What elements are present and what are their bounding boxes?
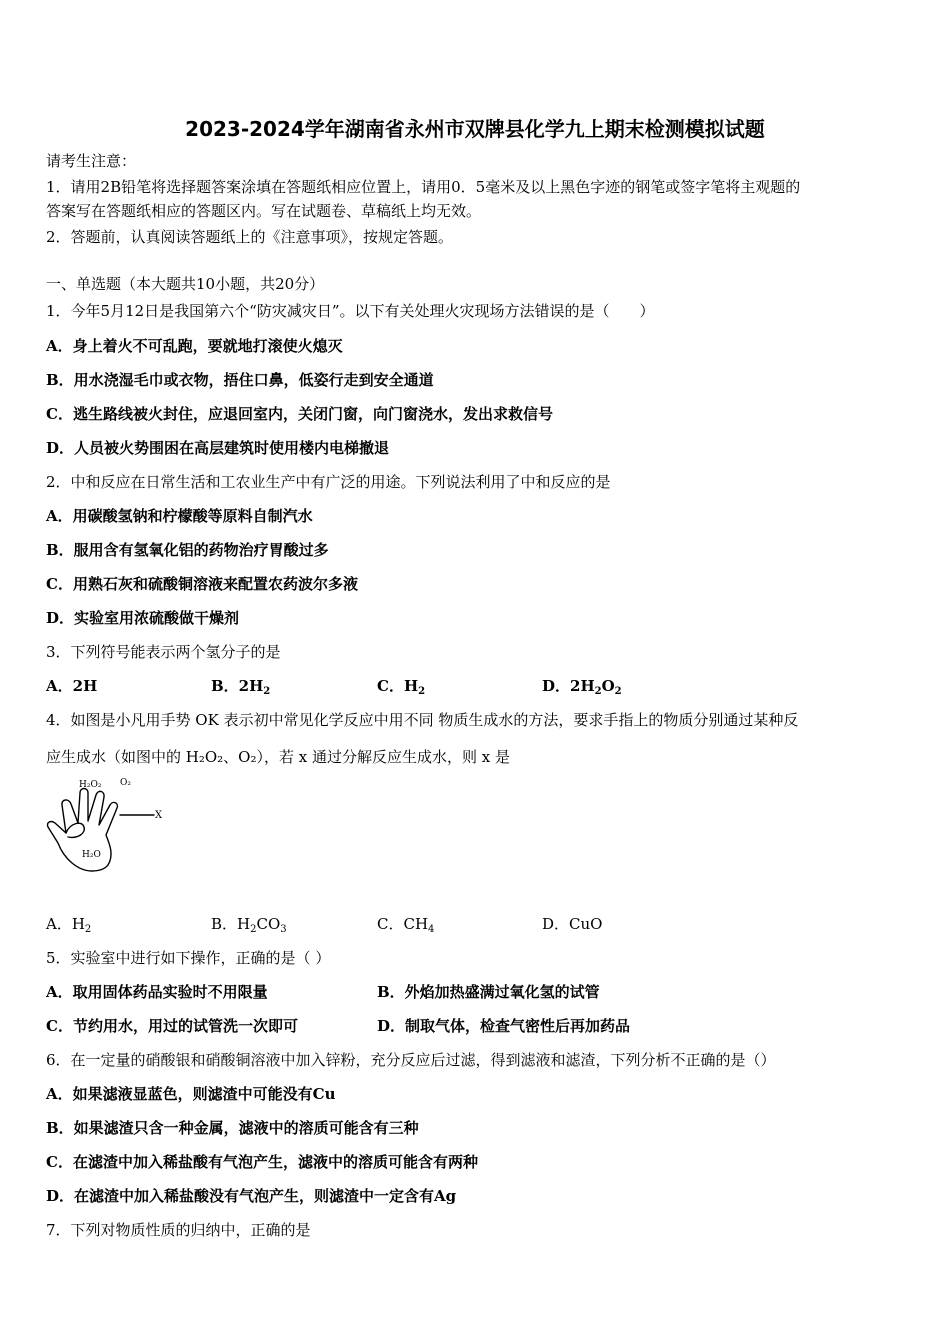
q6-option-d: D．在滤渣中加入稀盐酸没有气泡产生，则滤渣中一定含有Ag bbox=[46, 1187, 457, 1205]
q2-option-d: D．实验室用浓硫酸做干燥剂 bbox=[46, 609, 240, 627]
figure-label-h2o: H₂O bbox=[82, 850, 101, 860]
q5-option-d: D．制取气体，检查气密性后再加药品 bbox=[377, 1017, 631, 1035]
notice-line: 答案写在答题纸相应的答题区内。写在试题卷、草稿纸上均无效。 bbox=[46, 202, 482, 220]
q4-option-a: A．$H_2$ bbox=[46, 915, 92, 935]
q6-stem: 6．在一定量的硝酸银和硝酸铜溶液中加入锌粉，充分反应后过滤，得到滤液和滤渣，下列分析不正确的是（） bbox=[46, 1051, 776, 1069]
q7-stem: 7．下列对物质性质的归纳中，正确的是 bbox=[46, 1221, 311, 1239]
q1-option-b: B．用水浇湿毛巾或衣物，捂住口鼻，低姿行走到安全通道 bbox=[46, 371, 434, 389]
q5-option-c: C．节约用水，用过的试管洗一次即可 bbox=[46, 1017, 298, 1035]
q6-option-b: B．如果滤渣只含一种金属，滤液中的溶质可能含有三种 bbox=[46, 1119, 419, 1137]
q1-stem: 1．今年5月12日是我国第六个“防灾减灾日”。以下有关处理火灾现场方法错误的是（ ） bbox=[46, 302, 655, 320]
q2-option-a: A．用碳酸氢钠和柠檬酸等原料自制汽水 bbox=[46, 507, 313, 525]
q4-option-c: C．$CH_4$ bbox=[377, 915, 435, 935]
q4-stem-line1: 4．如图是小凡用手势 OK 表示初中常见化学反应中用不同 物质生成水的方法，要求手指上的物质分别通过某种反 bbox=[46, 711, 799, 729]
q4-stem-line2: 应生成水（如图中的 H₂O₂、O₂），若 x 通过分解反应生成水，则 x 是 bbox=[46, 748, 510, 766]
page-title: 2023-2024学年湖南省永州市双牌县化学九上期末检测模拟试题 bbox=[185, 117, 765, 141]
q3-option-b: B．$2H_2$ bbox=[211, 677, 271, 697]
q3-option-a: A．2H bbox=[46, 677, 98, 695]
hand-gesture-figure bbox=[44, 775, 168, 875]
q2-option-b: B．服用含有氢氧化铝的药物治疗胃酸过多 bbox=[46, 541, 329, 559]
figure-label-h2o2: H₂O₂ bbox=[79, 780, 102, 790]
q5-stem: 5．实验室中进行如下操作，正确的是（ ） bbox=[46, 949, 331, 967]
section-heading: 一、单选题（本大题共10小题，共20分） bbox=[46, 275, 325, 293]
notice-heading: 请考生注意： bbox=[46, 152, 137, 170]
q3-stem: 3．下列符号能表示两个氢分子的是 bbox=[46, 643, 281, 661]
notice-line: 2．答题前，认真阅读答题纸上的《注意事项》，按规定答题。 bbox=[46, 228, 454, 246]
q3-option-d: D．$2H_2O_2$ bbox=[542, 677, 622, 697]
ok-ring bbox=[66, 823, 84, 837]
q1-option-a: A．身上着火不可乱跑，要就地打滚使火熄灭 bbox=[46, 337, 343, 355]
q5-option-a: A．取用固体药品实验时不用限量 bbox=[46, 983, 268, 1001]
figure-label-x: X bbox=[155, 810, 163, 821]
q2-stem: 2．中和反应在日常生活和工农业生产中有广泛的用途。下列说法利用了中和反应的是 bbox=[46, 473, 611, 491]
q1-option-c: C．逃生路线被火封住，应退回室内，关闭门窗，向门窗浇水，发出求救信号 bbox=[46, 405, 553, 423]
q2-option-c: C．用熟石灰和硫酸铜溶液来配置农药波尔多液 bbox=[46, 575, 358, 593]
q3-option-c: C．$H_2$ bbox=[377, 677, 426, 697]
q6-option-c: C．在滤渣中加入稀盐酸有气泡产生，滤液中的溶质可能含有两种 bbox=[46, 1153, 478, 1171]
figure-label-o2: O₂ bbox=[120, 778, 131, 788]
q1-option-d: D．人员被火势围困在高层建筑时使用楼内电梯撤退 bbox=[46, 439, 390, 457]
q4-option-b: B．$H_2CO_3$ bbox=[211, 915, 287, 935]
q4-option-d: D．CuO bbox=[542, 915, 603, 933]
q6-option-a: A．如果滤液显蓝色，则滤渣中可能没有Cu bbox=[46, 1085, 336, 1103]
notice-line: 1．请用2B铅笔将选择题答案涂填在答题纸相应位置上，请用0．5毫米及以上黑色字迹的钢笔或签字笔将主观题的 bbox=[46, 178, 801, 196]
q5-option-b: B．外焰加热盛满过氧化氢的试管 bbox=[377, 983, 600, 1001]
